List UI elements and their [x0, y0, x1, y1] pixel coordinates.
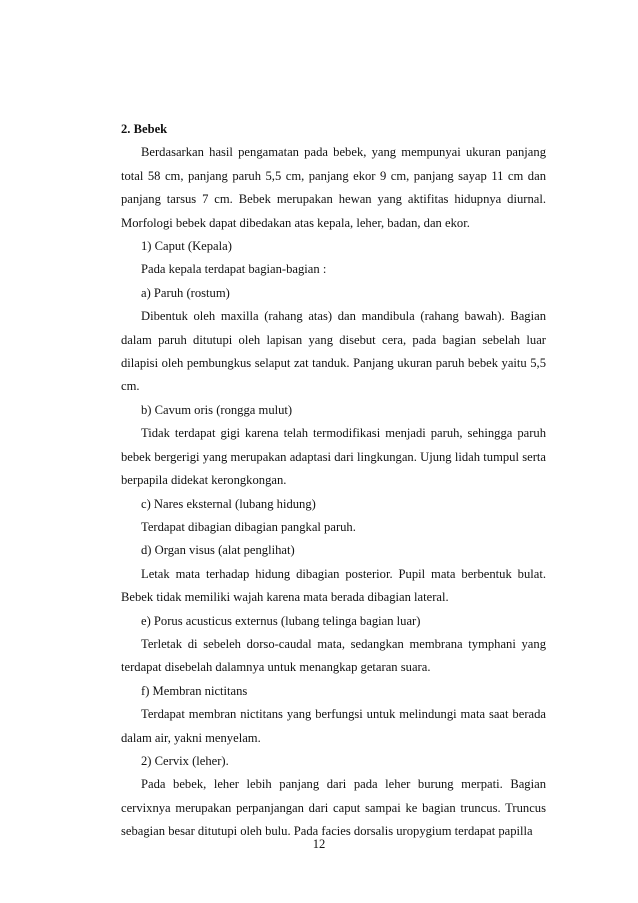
page-content [121, 118, 546, 844]
section-heading: 2. Bebek [121, 122, 168, 136]
paragraph-membran: Terdapat membran nictitans yang berfungsi untuk melindungi mata saat berada dalam air, yakni menyelam. [121, 707, 546, 745]
paragraph-cervix: Pada bebek, leher lebih panjang dari pada leher burung merpati. Bagian cervixnya merupakan perpanjangan dari caput sampai ke bagian truncus. Truncus sebagian besar ditutupi oleh bulu. Pada facies dorsalis uropygium terdapat papilla [121, 777, 546, 839]
paragraph-cavum-oris: Tidak terdapat gigi karena telah termodifikasi menjadi paruh, sehingga paruh bebek bergerigi yang merupakan adaptasi dari lingkungan. Ujung lidah tumpul serta berpapila didekat kerongkongan. [121, 426, 546, 488]
paragraph-intro: Berdasarkan hasil pengamatan pada bebek, yang mempunyai ukuran panjang total 58 cm, panjang paruh 5,5 cm, panjang ekor 9 cm, panjang sayap 11 cm dan panjang tarsus 7 cm. Bebek merupakan hewan yang aktifitas hidupnya diurnal. Morfologi bebek dapat dibedakan atas kepala, leher, badan, dan ekor. [121, 145, 546, 230]
list-item-paruh: a) Paruh (rostum) [141, 285, 230, 300]
list-item-organ-visus: d) Organ visus (alat penglihat) [141, 543, 295, 558]
list-item-caput: 1) Caput (Kepala) [141, 239, 232, 254]
list-item-membran: f) Membran nictitans [141, 683, 248, 698]
list-item-cervix: 2) Cervix (leher). [141, 753, 229, 768]
paragraph-porus: Terletak di sebeleh dorso-caudal mata, sedangkan membrana tymphani yang terdapat disebelah dalamnya untuk menangkap getaran suara. [121, 636, 546, 675]
paragraph-organ-visus: Letak mata terhadap hidung dibagian posterior. Pupil mata berbentuk bulat. Bebek tidak memiliki wajah karena mata berada dibagian lateral. [121, 566, 546, 605]
paragraph-kepala: Pada kepala terdapat bagian-bagian : [141, 262, 327, 277]
list-item-nares: c) Nares eksternal (lubang hidung) [141, 496, 316, 511]
list-item-cavum-oris: b) Cavum oris (rongga mulut) [141, 402, 293, 417]
page-number: 12 [312, 837, 326, 851]
list-item-porus: e) Porus acusticus externus (lubang telinga bagian luar) [141, 613, 421, 628]
paragraph-nares: Terdapat dibagian dibagian pangkal paruh. [141, 519, 356, 534]
paragraph-paruh: Dibentuk oleh maxilla (rahang atas) dan mandibula (rahang bawah). Bagian dalam paruh ditutupi oleh lapisan yang disebut cera, pada bagian sebelah luar dilapisi oleh pembungkus selaput zat tanduk. Panjang ukuran paruh bebek yaitu 5,5 cm. [121, 309, 546, 394]
